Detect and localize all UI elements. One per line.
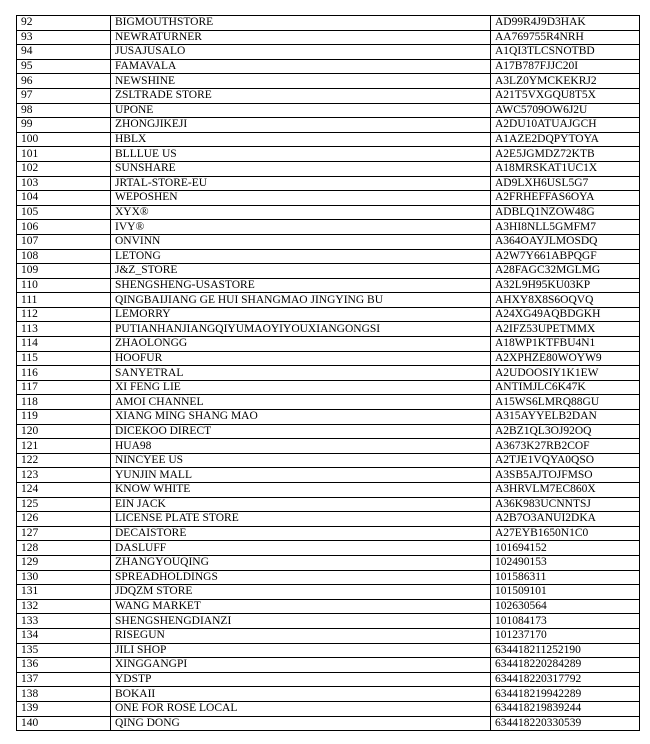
row-number: 118 [17, 395, 111, 410]
table-row [17, 672, 640, 687]
store-name: FAMAVALA [111, 59, 491, 74]
seller-id: A2B7O3ANUI2DKA [491, 512, 640, 527]
seller-id: A3673K27RB2COF [491, 439, 640, 454]
seller-id: 102490153 [491, 555, 640, 570]
seller-id: A15WS6LMRQ88GU [491, 395, 640, 410]
store-name: SHENGSHENG-USASTORE [111, 278, 491, 293]
row-number: 106 [17, 220, 111, 235]
store-name: RISEGUN [111, 628, 491, 643]
row-number: 107 [17, 234, 111, 249]
table-row [17, 307, 640, 322]
store-name: XIANG MING SHANG MAO [111, 410, 491, 425]
table-row [17, 147, 640, 162]
table-row [17, 103, 640, 118]
seller-id: A1QI3TLCSNOTBD [491, 45, 640, 60]
row-number: 110 [17, 278, 111, 293]
store-name: SHENGSHENGDIANZI [111, 614, 491, 629]
store-name: ONVINN [111, 234, 491, 249]
store-name: SUNSHARE [111, 161, 491, 176]
store-name: XYX® [111, 205, 491, 220]
seller-id: 634418219839244 [491, 701, 640, 716]
row-number: 122 [17, 453, 111, 468]
table-row [17, 278, 640, 293]
seller-id: A364OAYJLMOSDQ [491, 234, 640, 249]
store-name: ZSLTRADE STORE [111, 88, 491, 103]
seller-id: A21T5VXGQU8T5X [491, 88, 640, 103]
table-row [17, 161, 640, 176]
row-number: 114 [17, 337, 111, 352]
seller-id: A18WP1KTFBU4N1 [491, 337, 640, 352]
row-number: 133 [17, 614, 111, 629]
seller-id: A3SB5AJTOJFMSO [491, 468, 640, 483]
store-name: DICEKOO DIRECT [111, 424, 491, 439]
table-row [17, 264, 640, 279]
row-number: 139 [17, 701, 111, 716]
table-row [17, 395, 640, 410]
row-number: 108 [17, 249, 111, 264]
seller-id: 634418219942289 [491, 687, 640, 702]
row-number: 123 [17, 468, 111, 483]
store-name: YUNJIN MALL [111, 468, 491, 483]
seller-id: A3HRVLM7EC860X [491, 483, 640, 498]
store-name: ZHANGYOUQING [111, 555, 491, 570]
store-name: HUA98 [111, 439, 491, 454]
table-row [17, 59, 640, 74]
table-row [17, 176, 640, 191]
store-name: JILI SHOP [111, 643, 491, 658]
store-name: NEWSHINE [111, 74, 491, 89]
row-number: 117 [17, 380, 111, 395]
seller-table-body [17, 16, 640, 731]
seller-id: A2IFZ53UPETMMX [491, 322, 640, 337]
store-name: PUTIANHANJIANGQIYUMAOYIYOUXIANGONGSI [111, 322, 491, 337]
seller-id: A3LZ0YMCKEKRJ2 [491, 74, 640, 89]
seller-id: A2DU10ATUAJGCH [491, 118, 640, 133]
row-number: 125 [17, 497, 111, 512]
store-name: WANG MARKET [111, 599, 491, 614]
seller-id: A3HI8NLL5GMFM7 [491, 220, 640, 235]
seller-id: ADBLQ1NZOW48G [491, 205, 640, 220]
row-number: 111 [17, 293, 111, 308]
table-row [17, 322, 640, 337]
row-number: 130 [17, 570, 111, 585]
seller-id: AD9LXH6USL5G7 [491, 176, 640, 191]
row-number: 95 [17, 59, 111, 74]
row-number: 105 [17, 205, 111, 220]
store-name: XI FENG LIE [111, 380, 491, 395]
seller-id: 101084173 [491, 614, 640, 629]
store-name: SANYETRAL [111, 366, 491, 381]
row-number: 115 [17, 351, 111, 366]
table-row [17, 483, 640, 498]
store-name: DASLUFF [111, 541, 491, 556]
row-number: 94 [17, 45, 111, 60]
table-row [17, 585, 640, 600]
store-name: HBLX [111, 132, 491, 147]
store-name: IVY® [111, 220, 491, 235]
seller-id: A315AYYELB2DAN [491, 410, 640, 425]
seller-id: 634418220284289 [491, 658, 640, 673]
table-row [17, 30, 640, 45]
seller-id: AD99R4J9D3HAK [491, 16, 640, 31]
table-row [17, 205, 640, 220]
row-number: 97 [17, 88, 111, 103]
seller-id: A36K983UCNNTSJ [491, 497, 640, 512]
seller-id: A2BZ1QL3OJ92OQ [491, 424, 640, 439]
row-number: 113 [17, 322, 111, 337]
store-name: KNOW WHITE [111, 483, 491, 498]
store-name: QINGBAIJIANG GE HUI SHANGMAO JINGYING BU [111, 293, 491, 308]
store-name: JDQZM STORE [111, 585, 491, 600]
row-number: 137 [17, 672, 111, 687]
table-row [17, 220, 640, 235]
seller-id: A1AZE2DQPYTOYA [491, 132, 640, 147]
row-number: 140 [17, 716, 111, 731]
row-number: 129 [17, 555, 111, 570]
row-number: 138 [17, 687, 111, 702]
row-number: 93 [17, 30, 111, 45]
table-row [17, 424, 640, 439]
table-row [17, 132, 640, 147]
seller-id: A27EYB1650N1C0 [491, 526, 640, 541]
row-number: 127 [17, 526, 111, 541]
seller-id: 101586311 [491, 570, 640, 585]
seller-id: A24XG49AQBDGKH [491, 307, 640, 322]
table-row [17, 468, 640, 483]
row-number: 128 [17, 541, 111, 556]
store-name: ONE FOR ROSE LOCAL [111, 701, 491, 716]
row-number: 116 [17, 366, 111, 381]
table-row [17, 439, 640, 454]
store-name: ZHONGJIKEJI [111, 118, 491, 133]
seller-id: A32L9H95KU03KP [491, 278, 640, 293]
store-name: ZHAOLONGG [111, 337, 491, 352]
table-row [17, 234, 640, 249]
table-row [17, 45, 640, 60]
table-row [17, 293, 640, 308]
table-row [17, 380, 640, 395]
table-row [17, 351, 640, 366]
row-number: 99 [17, 118, 111, 133]
store-name: SPREADHOLDINGS [111, 570, 491, 585]
row-number: 136 [17, 658, 111, 673]
row-number: 92 [17, 16, 111, 31]
table-row [17, 249, 640, 264]
store-name: JUSAJUSALO [111, 45, 491, 60]
table-row [17, 497, 640, 512]
store-name: HOOFUR [111, 351, 491, 366]
store-name: YDSTP [111, 672, 491, 687]
seller-id: A18MRSKAT1UC1X [491, 161, 640, 176]
table-row [17, 658, 640, 673]
seller-id: A2FRHEFFAS6OYA [491, 191, 640, 206]
seller-id: 101237170 [491, 628, 640, 643]
table-row [17, 74, 640, 89]
store-name: XINGGANGPI [111, 658, 491, 673]
row-number: 119 [17, 410, 111, 425]
row-number: 126 [17, 512, 111, 527]
table-row [17, 628, 640, 643]
table-row [17, 88, 640, 103]
seller-id: A2TJE1VQYA0QSO [491, 453, 640, 468]
seller-id: A2XPHZE80WOYW9 [491, 351, 640, 366]
store-name: NINCYEE US [111, 453, 491, 468]
seller-id: AWC5709OW6J2U [491, 103, 640, 118]
row-number: 100 [17, 132, 111, 147]
row-number: 121 [17, 439, 111, 454]
table-row [17, 366, 640, 381]
row-number: 109 [17, 264, 111, 279]
row-number: 132 [17, 599, 111, 614]
seller-id: A2E5JGMDZ72KTB [491, 147, 640, 162]
seller-id: A28FAGC32MGLMG [491, 264, 640, 279]
row-number: 102 [17, 161, 111, 176]
seller-id: AA769755R4NRH [491, 30, 640, 45]
store-name: EIN JACK [111, 497, 491, 512]
table-row [17, 687, 640, 702]
table-row [17, 526, 640, 541]
row-number: 101 [17, 147, 111, 162]
seller-table [16, 15, 640, 731]
table-row [17, 118, 640, 133]
store-name: BIGMOUTHSTORE [111, 16, 491, 31]
row-number: 112 [17, 307, 111, 322]
table-row [17, 570, 640, 585]
row-number: 131 [17, 585, 111, 600]
seller-id: 101509101 [491, 585, 640, 600]
store-name: QING DONG [111, 716, 491, 731]
store-name: BOKAII [111, 687, 491, 702]
seller-id: A2W7Y661ABPQGF [491, 249, 640, 264]
table-row [17, 599, 640, 614]
seller-id: 102630564 [491, 599, 640, 614]
seller-id: ANTIMJLC6K47K [491, 380, 640, 395]
row-number: 135 [17, 643, 111, 658]
row-number: 124 [17, 483, 111, 498]
store-name: DECAISTORE [111, 526, 491, 541]
seller-id: A2UDOOSIY1K1EW [491, 366, 640, 381]
store-name: JRTAL-STORE-EU [111, 176, 491, 191]
store-name: AMOI CHANNEL [111, 395, 491, 410]
table-row [17, 701, 640, 716]
table-row [17, 555, 640, 570]
table-row [17, 191, 640, 206]
seller-id: 634418220330539 [491, 716, 640, 731]
table-row [17, 614, 640, 629]
store-name: J&Z_STORE [111, 264, 491, 279]
row-number: 120 [17, 424, 111, 439]
seller-id: 101694152 [491, 541, 640, 556]
seller-id: AHXY8X8S6OQVQ [491, 293, 640, 308]
seller-id: A17B787FJJC20I [491, 59, 640, 74]
store-name: UPONE [111, 103, 491, 118]
table-row [17, 16, 640, 31]
table-row [17, 337, 640, 352]
table-row [17, 410, 640, 425]
seller-id: 634418220317792 [491, 672, 640, 687]
row-number: 104 [17, 191, 111, 206]
row-number: 134 [17, 628, 111, 643]
table-row [17, 716, 640, 731]
store-name: BLLLUE US [111, 147, 491, 162]
store-name: WEPOSHEN [111, 191, 491, 206]
table-row [17, 512, 640, 527]
store-name: LETONG [111, 249, 491, 264]
row-number: 96 [17, 74, 111, 89]
table-row [17, 453, 640, 468]
table-row [17, 541, 640, 556]
table-row [17, 643, 640, 658]
store-name: LICENSE PLATE STORE [111, 512, 491, 527]
store-name: LEMORRY [111, 307, 491, 322]
store-name: NEWRATURNER [111, 30, 491, 45]
row-number: 103 [17, 176, 111, 191]
row-number: 98 [17, 103, 111, 118]
seller-id: 634418211252190 [491, 643, 640, 658]
